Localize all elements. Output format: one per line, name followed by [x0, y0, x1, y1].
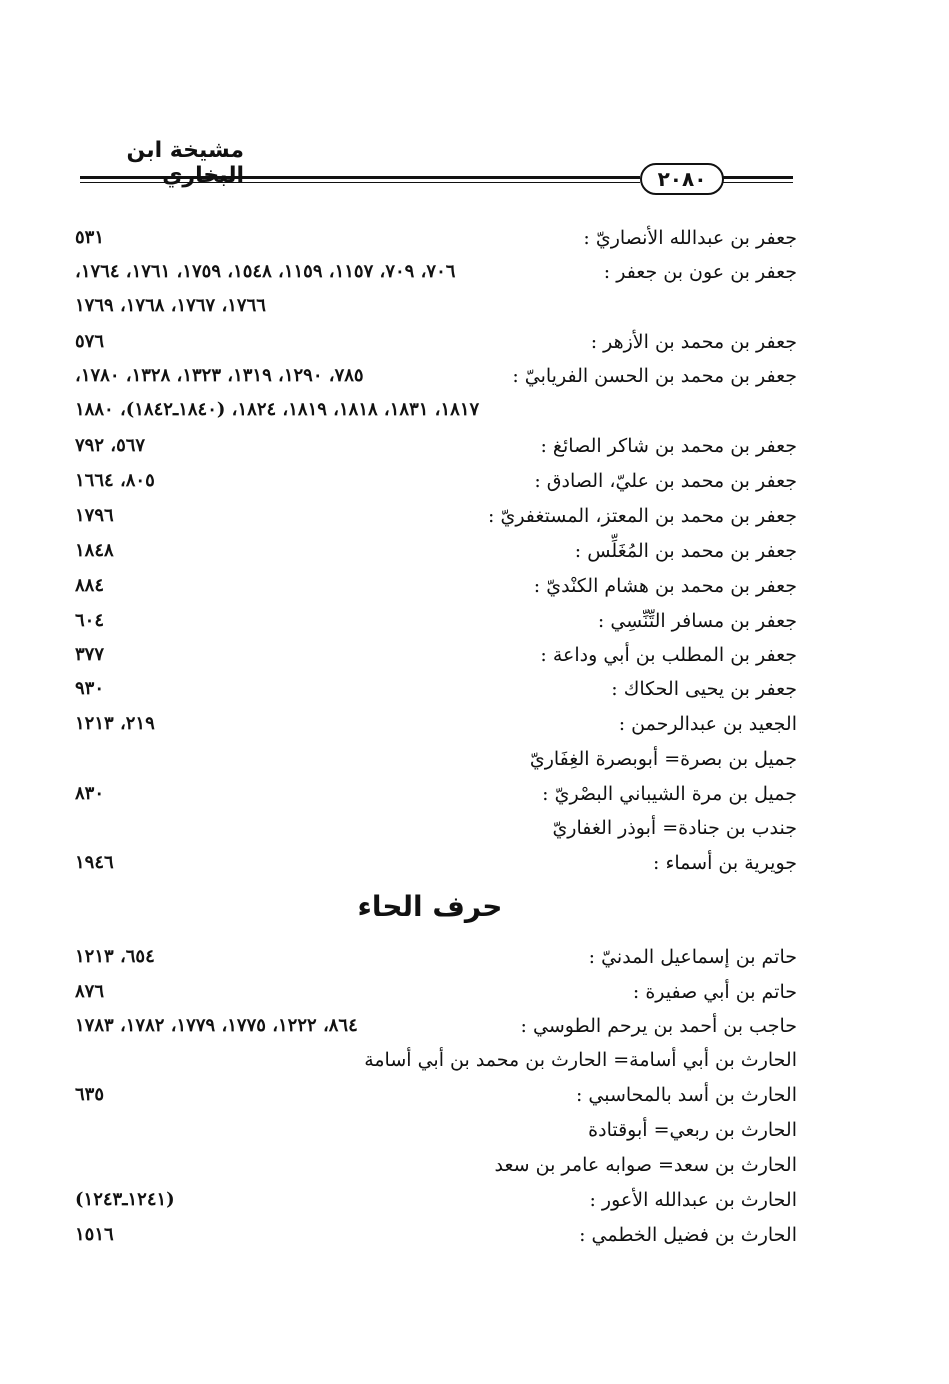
entry-continuation	[75, 291, 797, 321]
entry-refs: ٨٧٦	[75, 981, 105, 1002]
entry-refs: ٨٦٤، ١٢٢٢، ١٧٧٥، ١٧٧٩، ١٧٨٢، ١٧٨٣	[75, 1015, 358, 1036]
entry-refs: ١٥١٦	[75, 1224, 114, 1245]
index-entry	[75, 640, 797, 670]
entry-name: حاتم بن إسماعيل المدنيّ :	[588, 946, 797, 968]
entry-name: حاجب بن أحمد بن يرحم الطوسي :	[520, 1015, 797, 1037]
entry-name: جميل بن بصرة= أبوبصرة الغِفَاريّ	[529, 748, 797, 770]
page-number: ٢٠٨٠	[640, 163, 724, 195]
index-entry	[75, 813, 797, 843]
entry-name: جعفر بن عبدالله الأنصاريّ :	[583, 227, 797, 249]
entry-refs: ٦٥٤، ١٢١٣	[75, 946, 155, 967]
entry-name: جعفر بن محمد بن شاكر الصائغ :	[540, 435, 797, 457]
entry-refs: ١٨٤٨	[75, 540, 114, 561]
entry-refs: ٥٧٦	[75, 331, 105, 352]
entry-refs: ٩٣٠	[75, 678, 105, 699]
entry-name: الحارث بن عبدالله الأعور :	[589, 1189, 797, 1211]
entry-name: الجعيد بن عبدالرحمن :	[618, 713, 797, 735]
index-entry	[75, 744, 797, 774]
entry-name: جعفر بن مسافر التِّنِّسِي :	[597, 610, 797, 632]
entry-name: جعفر بن محمد بن المُغَلِّس :	[574, 540, 797, 562]
page-number-frame	[640, 163, 720, 193]
entry-name: جعفر بن محمد بن هشام الكنْديّ :	[533, 575, 797, 597]
index-entry	[75, 977, 797, 1007]
index-entry	[75, 1185, 797, 1215]
entry-refs: ٦٣٥	[75, 1084, 105, 1105]
index-entry	[75, 571, 797, 601]
entry-refs: ٥٣١	[75, 227, 105, 248]
entry-name: جعفر بن محمد بن المعتز، المستغفريّ :	[488, 505, 797, 527]
entry-refs: ١٧٩٦	[75, 505, 114, 526]
entry-refs: ٨٠٥، ١٦٦٤	[75, 470, 155, 491]
entry-name: الحارث بن أبي أسامة= الحارث بن محمد بن أبي أسامة	[364, 1049, 797, 1071]
index-entry	[75, 779, 797, 809]
index-entry	[75, 1220, 797, 1250]
entry-refs-continued: ١٨١٧، ١٨٣١، ١٨١٨، ١٨١٩، ١٨٢٤، (١٨٤٠ـ١٨٤٢)، ١٨٨٠	[75, 399, 480, 420]
index-entry	[75, 942, 797, 972]
index-entry	[75, 1115, 797, 1145]
index-entry	[75, 1045, 797, 1075]
index-entry	[75, 709, 797, 739]
index-entry	[75, 466, 797, 496]
entry-name: جعفر بن يحيى الحكاك :	[611, 678, 797, 700]
entry-name: جعفر بن محمد بن الحسن الفريابيّ :	[512, 365, 797, 387]
entry-name: جندب بن جنادة= أبوذر الغفاريّ	[552, 817, 797, 839]
entry-name: الحارث بن ربعي= أبوقتادة	[588, 1119, 797, 1141]
entry-continuation	[75, 395, 797, 425]
entry-name: الحارث بن فضيل الخطمي :	[579, 1224, 797, 1246]
entry-refs: ٧٨٥، ١٢٩٠، ١٣١٩، ١٣٢٣، ١٣٢٨، ١٧٨٠،	[75, 365, 364, 386]
index-entry	[75, 1080, 797, 1110]
entry-refs-continued: ١٧٦٦، ١٧٦٧، ١٧٦٨، ١٧٦٩	[75, 295, 266, 316]
entry-name: الحارث بن أسد بالمحاسبي :	[575, 1084, 797, 1106]
entry-name: الحارث بن سعد= صوابه عامر بن سعد	[494, 1154, 797, 1176]
index-entry	[75, 674, 797, 704]
index-entry	[75, 606, 797, 636]
index-entry	[75, 257, 797, 287]
entry-refs: ٧٠٦، ٧٠٩، ١١٥٧، ١١٥٩، ١٥٤٨، ١٧٥٩، ١٧٦١، ١٧٦٤،	[75, 261, 456, 282]
entry-name: جعفر بن عون بن جعفر :	[603, 261, 797, 283]
index-entry	[75, 431, 797, 461]
index-entry	[75, 1011, 797, 1041]
index-entry	[75, 223, 797, 253]
entry-name: جميل بن مرة الشيباني البصْريّ :	[542, 783, 797, 805]
index-entry	[75, 361, 797, 391]
entry-name: جعفر بن المطلب بن أبي وداعة :	[540, 644, 797, 666]
entry-refs: ٣٧٧	[75, 644, 105, 665]
entry-refs: ٥٦٧، ٧٩٢	[75, 435, 146, 456]
entry-name: جعفر بن محمد بن الأزهر :	[590, 331, 797, 353]
index-entry	[75, 848, 797, 878]
index-entry	[75, 1150, 797, 1180]
entry-refs: ١٩٤٦	[75, 852, 114, 873]
index-entry	[75, 501, 797, 531]
entry-name: جويرية بن أسماء :	[653, 852, 797, 874]
index-entry	[75, 536, 797, 566]
entry-refs: ٨٨٤	[75, 575, 105, 596]
entry-refs: ٨٣٠	[75, 783, 105, 804]
index-entry	[75, 327, 797, 357]
running-title: مشيخة ابن البخاري	[126, 138, 244, 188]
entry-name: حاتم بن أبي صفيرة :	[632, 981, 797, 1003]
entry-refs: ٦٠٤	[75, 610, 105, 631]
section-heading: حرف الحاء	[357, 890, 503, 923]
entry-refs: ٢١٩، ١٢١٣	[75, 713, 155, 734]
entry-refs: (١٢٤١ـ١٢٤٣)	[75, 1189, 175, 1210]
entry-name: جعفر بن محمد بن عليّ، الصادق :	[534, 470, 797, 492]
